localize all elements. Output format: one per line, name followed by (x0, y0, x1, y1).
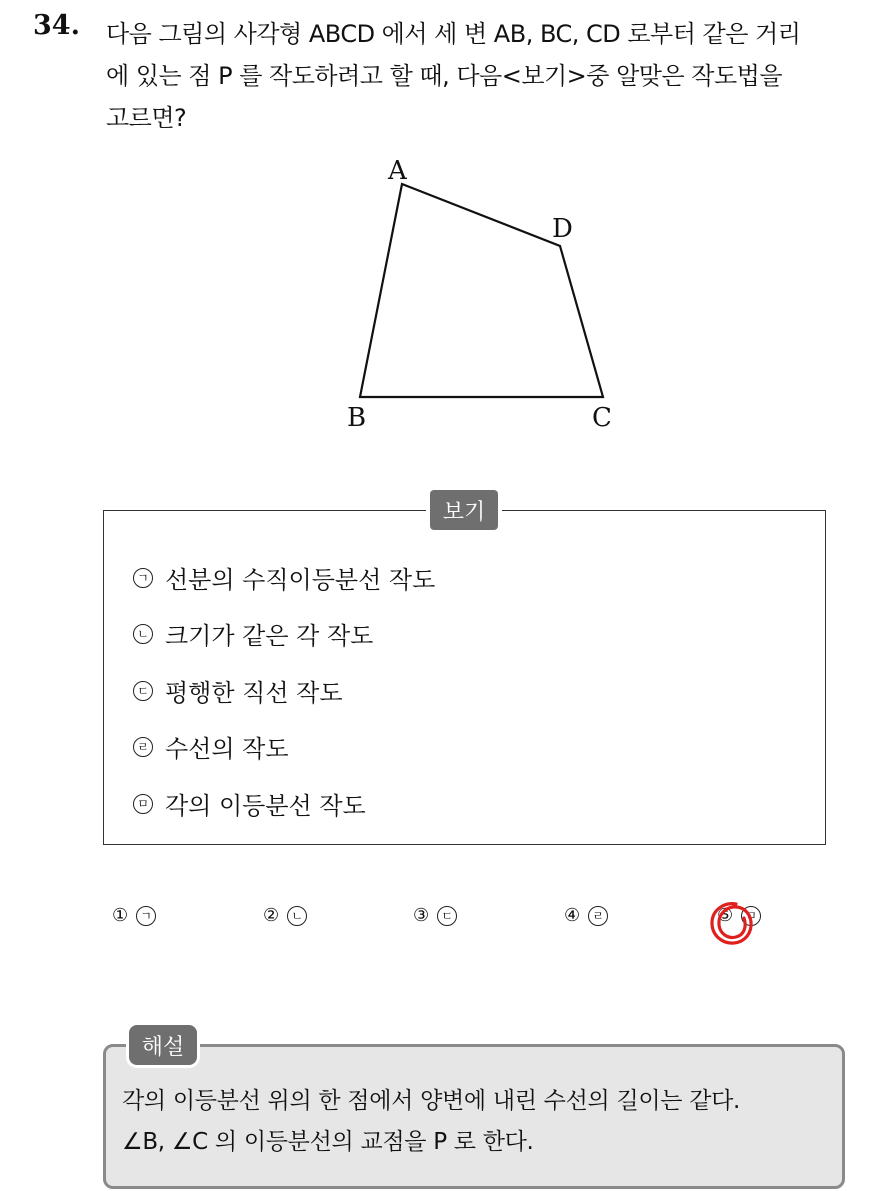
solution-line-1: 각의 이등분선 위의 한 점에서 양변에 내린 수선의 길이는 같다. (122, 1088, 741, 1114)
circled-giyeok-icon: ㄱ (133, 568, 153, 588)
choice-2[interactable] (263, 905, 316, 926)
choice-number: ④ (564, 905, 581, 926)
bogi-item-text: 수선의 작도 (165, 735, 289, 763)
circled-rieul-icon: ㄹ (588, 906, 608, 926)
vertex-label-d: D (552, 214, 573, 244)
circled-mieum-icon: ㅁ (133, 794, 153, 814)
answer-circle-stroke (712, 904, 751, 943)
choice-1[interactable] (112, 905, 165, 926)
question-line-3: 고르면? (106, 104, 187, 132)
bogi-item-text: 크기가 같은 각 작도 (165, 622, 374, 650)
choice-number: ⑤ (717, 905, 734, 926)
bogi-item-3 (133, 673, 343, 708)
question-line-2: 에 있는 점 P 를 작도하려고 할 때, 다음<보기>중 알맞은 작도법을 (106, 62, 783, 90)
bogi-item-text: 각의 이등분선 작도 (165, 792, 366, 820)
solution-title: 해설 (129, 1025, 197, 1065)
vertex-label-b: B (347, 403, 367, 433)
bogi-item-1 (133, 560, 435, 595)
choice-number: ③ (413, 905, 430, 926)
circled-nieun-icon: ㄴ (287, 906, 307, 926)
choice-number: ② (263, 905, 280, 926)
choice-number: ① (112, 905, 129, 926)
quadrilateral-figure (330, 150, 630, 440)
bogi-title: 보기 (430, 490, 498, 530)
choice-3[interactable] (413, 905, 466, 926)
bogi-item-text: 선분의 수직이등분선 작도 (165, 566, 436, 594)
circled-rieul-icon: ㄹ (133, 737, 153, 757)
bogi-item-text: 평행한 직선 작도 (165, 679, 343, 707)
question-number: 34. (33, 10, 80, 41)
answer-circle-mark-icon (706, 898, 758, 950)
bogi-item-2 (133, 616, 373, 651)
circled-nieun-icon: ㄴ (133, 624, 153, 644)
vertex-label-c: C (592, 403, 612, 433)
solution-box (103, 1044, 845, 1189)
vertex-label-a: A (388, 156, 407, 186)
circled-digeut-icon: ㄷ (437, 906, 457, 926)
circled-mieum-icon: ㅁ (741, 906, 761, 926)
circled-digeut-icon: ㄷ (133, 681, 153, 701)
choice-4[interactable] (564, 905, 617, 926)
bogi-item-4 (133, 729, 289, 764)
bogi-item-5 (133, 786, 366, 821)
question-line-1: 다음 그림의 사각형 ABCD 에서 세 변 AB, BC, CD 로부터 같은 거리 (106, 20, 801, 48)
solution-line-2: ∠B, ∠C 의 이등분선의 교점을 P 로 한다. (122, 1129, 534, 1155)
circled-giyeok-icon: ㄱ (136, 906, 156, 926)
